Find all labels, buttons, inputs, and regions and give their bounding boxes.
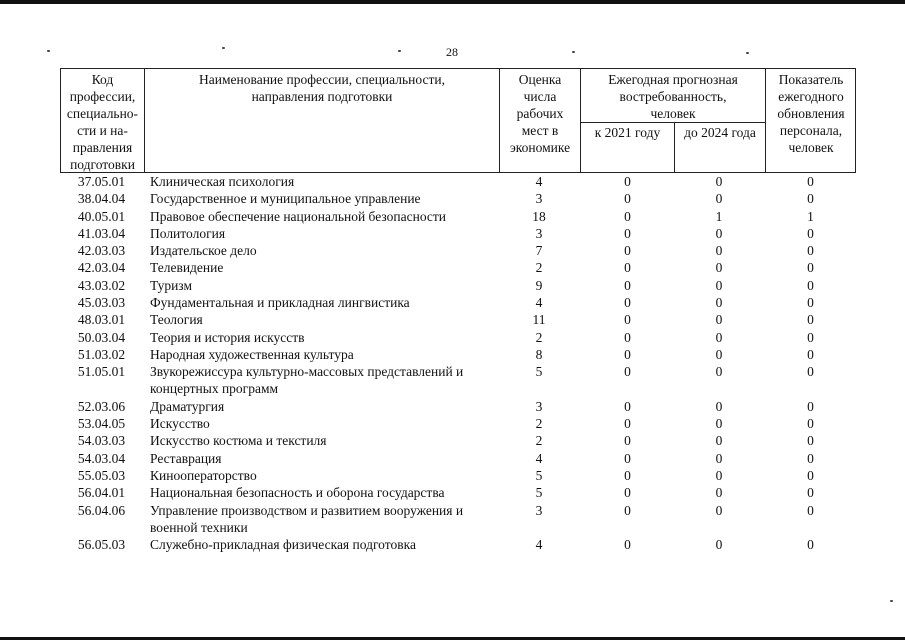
cell-name: Драматургия	[150, 398, 225, 414]
cell-estimate: 5	[535, 485, 543, 501]
cell-to-2021: 0	[624, 485, 631, 501]
cell-update: 0	[807, 537, 814, 553]
cell-code: 56.05.03	[77, 537, 126, 553]
cell-code: 56.04.06	[77, 502, 126, 518]
header-name	[145, 71, 499, 105]
cell-to-2024: 0	[715, 295, 723, 311]
cell-estimate: 3	[535, 398, 543, 414]
cell-code: 53.04.05	[77, 416, 126, 432]
cell-update: 1	[807, 208, 814, 224]
cell-estimate: 9	[535, 277, 543, 293]
cell-to-2021: 0	[624, 537, 631, 553]
cell-to-2021: 0	[624, 174, 631, 189]
cell-to-2024: 1	[715, 208, 723, 224]
cell-update: 0	[807, 174, 814, 189]
scan-speck	[890, 600, 893, 602]
cell-update: 0	[807, 433, 814, 449]
table-row	[60, 311, 856, 328]
cell-update: 0	[807, 416, 814, 432]
page-number: 28	[446, 45, 458, 59]
scan-speck	[572, 51, 575, 53]
cell-estimate: 11	[532, 312, 546, 328]
header-code-line: подготовки	[70, 157, 135, 172]
cell-code: 51.05.01	[77, 364, 126, 380]
header-to-2024: до 2024 года	[684, 125, 756, 140]
cell-name: Телевидение	[150, 260, 224, 276]
cell-estimate: 4	[535, 537, 543, 553]
cell-name: Политология	[150, 225, 226, 241]
header-update-line: ежегодного	[778, 89, 844, 104]
header-update	[766, 71, 856, 156]
cell-update: 0	[807, 450, 814, 466]
header-estimate	[500, 71, 580, 156]
header-update-line: Показатель	[778, 72, 844, 87]
header-name-line: Наименование профессии, специальности,	[199, 72, 445, 87]
cell-to-2024: 0	[715, 277, 723, 293]
header-code-line: Код	[91, 72, 114, 87]
cell-to-2021: 0	[624, 468, 631, 484]
cell-name: Искусство	[150, 416, 210, 432]
cell-to-2024: 0	[715, 398, 723, 414]
cell-code: 56.04.01	[77, 485, 126, 501]
header-demand-line: востребованность,	[619, 89, 727, 104]
cell-update: 0	[807, 312, 814, 328]
header-estimate-line: рабочих	[516, 106, 564, 121]
cell-estimate: 4	[535, 295, 543, 311]
cell-to-2024: 0	[715, 312, 723, 328]
header-estimate-line: Оценка	[518, 72, 562, 87]
cell-to-2021: 0	[624, 243, 631, 259]
table-row	[60, 536, 856, 553]
cell-to-2024: 0	[715, 346, 723, 362]
cell-estimate: 8	[535, 346, 543, 362]
cell-to-2024: 0	[715, 537, 723, 553]
cell-update: 0	[807, 502, 814, 518]
cell-to-2024: 0	[715, 485, 723, 501]
cell-code: 52.03.06	[77, 398, 126, 414]
data-table	[60, 68, 856, 554]
cell-to-2021: 0	[624, 346, 631, 362]
table-row	[60, 432, 856, 449]
cell-code: 55.05.03	[77, 468, 126, 484]
header-update-line: персонала,	[779, 123, 843, 138]
cell-name: Теория и история искусств	[150, 329, 305, 345]
header-demand-line: человек	[650, 106, 696, 121]
cell-code: 40.05.01	[77, 208, 126, 224]
cell-to-2024: 0	[715, 433, 723, 449]
cell-estimate: 5	[535, 468, 543, 484]
cell-to-2024: 0	[715, 260, 723, 276]
cell-estimate: 5	[535, 364, 543, 380]
cell-to-2021: 0	[624, 433, 631, 449]
cell-name: Кинооператорство	[150, 468, 257, 484]
cell-to-2024: 0	[715, 468, 723, 484]
scan-speck	[222, 47, 225, 49]
table-row	[60, 242, 856, 259]
cell-name: Служебно-прикладная физическая подготовка	[150, 537, 416, 553]
header-estimate-line: числа	[523, 89, 557, 104]
header-name-line: направления подготовки	[251, 89, 393, 104]
cell-estimate: 3	[535, 191, 543, 207]
cell-update: 0	[807, 191, 814, 207]
cell-update: 0	[807, 485, 814, 501]
cell-code: 43.03.02	[77, 277, 126, 293]
cell-to-2021: 0	[624, 260, 631, 276]
table-row	[60, 208, 856, 225]
cell-estimate: 2	[535, 260, 543, 276]
cell-code: 37.05.01	[77, 174, 126, 189]
cell-to-2024: 0	[715, 191, 723, 207]
cell-name: Теология	[150, 312, 203, 328]
cell-update: 0	[807, 364, 814, 380]
header-code-line: профессии,	[69, 89, 136, 104]
cell-to-2024: 0	[715, 243, 723, 259]
table-row	[60, 329, 856, 346]
cell-name: Реставрация	[150, 450, 222, 466]
table-row	[60, 225, 856, 242]
cell-name: Клиническая психология	[150, 174, 295, 189]
cell-update: 0	[807, 243, 814, 259]
table-row	[60, 363, 856, 398]
cell-to-2024: 0	[715, 502, 723, 518]
table-row	[60, 294, 856, 311]
cell-code: 42.03.03	[77, 243, 126, 259]
header-code-line: сти и на-	[77, 123, 128, 138]
table-row	[60, 277, 856, 294]
cell-estimate: 2	[535, 416, 543, 432]
cell-to-2024: 0	[715, 329, 723, 345]
header-code-line: специально-	[66, 106, 139, 121]
cell-to-2024: 0	[715, 225, 723, 241]
table-row	[60, 259, 856, 276]
header-update-line: обновления	[777, 106, 845, 121]
header-subdivider	[581, 122, 765, 123]
cell-update: 0	[807, 277, 814, 293]
table-header	[60, 68, 856, 173]
cell-code: 50.03.04	[77, 329, 126, 345]
cell-code: 54.03.03	[77, 433, 126, 449]
cell-to-2021: 0	[624, 295, 631, 311]
cell-name: Национальная безопасность и оборона государства	[150, 485, 445, 501]
cell-update: 0	[807, 468, 814, 484]
cell-estimate: 18	[532, 208, 546, 224]
cell-update: 0	[807, 346, 814, 362]
table-row	[60, 346, 856, 363]
cell-code: 42.03.04	[77, 260, 126, 276]
cell-code: 45.03.03	[77, 295, 126, 311]
scan-speck	[746, 52, 749, 54]
cell-to-2024: 0	[715, 174, 723, 189]
table-row	[60, 190, 856, 207]
table-body	[60, 173, 856, 554]
cell-name: Управление производством и развитием вооружения и военной техники	[150, 502, 464, 535]
scan-speck	[47, 50, 50, 52]
cell-to-2021: 0	[624, 398, 631, 414]
table-row	[60, 450, 856, 467]
table-row	[60, 415, 856, 432]
cell-estimate: 3	[535, 225, 543, 241]
cell-to-2021: 0	[624, 329, 631, 345]
cell-name: Звукорежиссура культурно-массовых представлений и концертных программ	[150, 364, 464, 397]
cell-code: 41.03.04	[77, 225, 126, 241]
cell-name: Туризм	[150, 277, 192, 293]
header-update-line: человек	[788, 140, 834, 155]
table-row	[60, 502, 856, 537]
cell-update: 0	[807, 329, 814, 345]
table-row	[60, 398, 856, 415]
cell-to-2021: 0	[624, 502, 631, 518]
cell-update: 0	[807, 260, 814, 276]
cell-to-2021: 0	[624, 277, 631, 293]
cell-estimate: 7	[535, 243, 543, 259]
header-code-line: правления	[72, 140, 133, 155]
header-demand-line: Ежегодная прогнозная	[608, 72, 738, 87]
cell-name: Издательское дело	[150, 243, 257, 259]
cell-estimate: 2	[535, 433, 543, 449]
table-row	[60, 467, 856, 484]
header-to-2021: к 2021 году	[594, 125, 661, 140]
cell-name: Государственное и муниципальное управление	[150, 191, 421, 207]
table-row	[60, 484, 856, 501]
cell-code: 51.03.02	[77, 346, 126, 362]
cell-estimate: 3	[535, 502, 543, 518]
scan-border-top	[0, 0, 905, 4]
cell-to-2021: 0	[624, 364, 631, 380]
cell-to-2024: 0	[715, 416, 723, 432]
cell-code: 54.03.04	[77, 450, 126, 466]
scan-speck	[398, 50, 401, 52]
cell-to-2021: 0	[624, 450, 631, 466]
cell-to-2024: 0	[715, 450, 723, 466]
cell-to-2021: 0	[624, 225, 631, 241]
cell-estimate: 4	[535, 174, 543, 189]
cell-to-2021: 0	[624, 208, 631, 224]
cell-code: 48.03.01	[77, 312, 126, 328]
table-row	[60, 173, 856, 190]
header-estimate-line: мест в	[521, 123, 559, 138]
cell-name: Искусство костюма и текстиля	[150, 433, 327, 449]
cell-to-2024: 0	[715, 364, 723, 380]
cell-name: Народная художественная культура	[150, 346, 354, 362]
cell-code: 38.04.04	[77, 191, 126, 207]
cell-update: 0	[807, 225, 814, 241]
cell-name: Правовое обеспечение национальной безопасности	[150, 208, 447, 224]
cell-name: Фундаментальная и прикладная лингвистика	[150, 295, 410, 311]
cell-to-2021: 0	[624, 191, 631, 207]
cell-estimate: 4	[535, 450, 543, 466]
cell-to-2021: 0	[624, 312, 631, 328]
cell-update: 0	[807, 398, 814, 414]
header-code	[61, 71, 144, 173]
cell-estimate: 2	[535, 329, 543, 345]
cell-update: 0	[807, 295, 814, 311]
cell-to-2021: 0	[624, 416, 631, 432]
header-estimate-line: экономике	[509, 140, 571, 155]
header-demand	[581, 71, 765, 122]
